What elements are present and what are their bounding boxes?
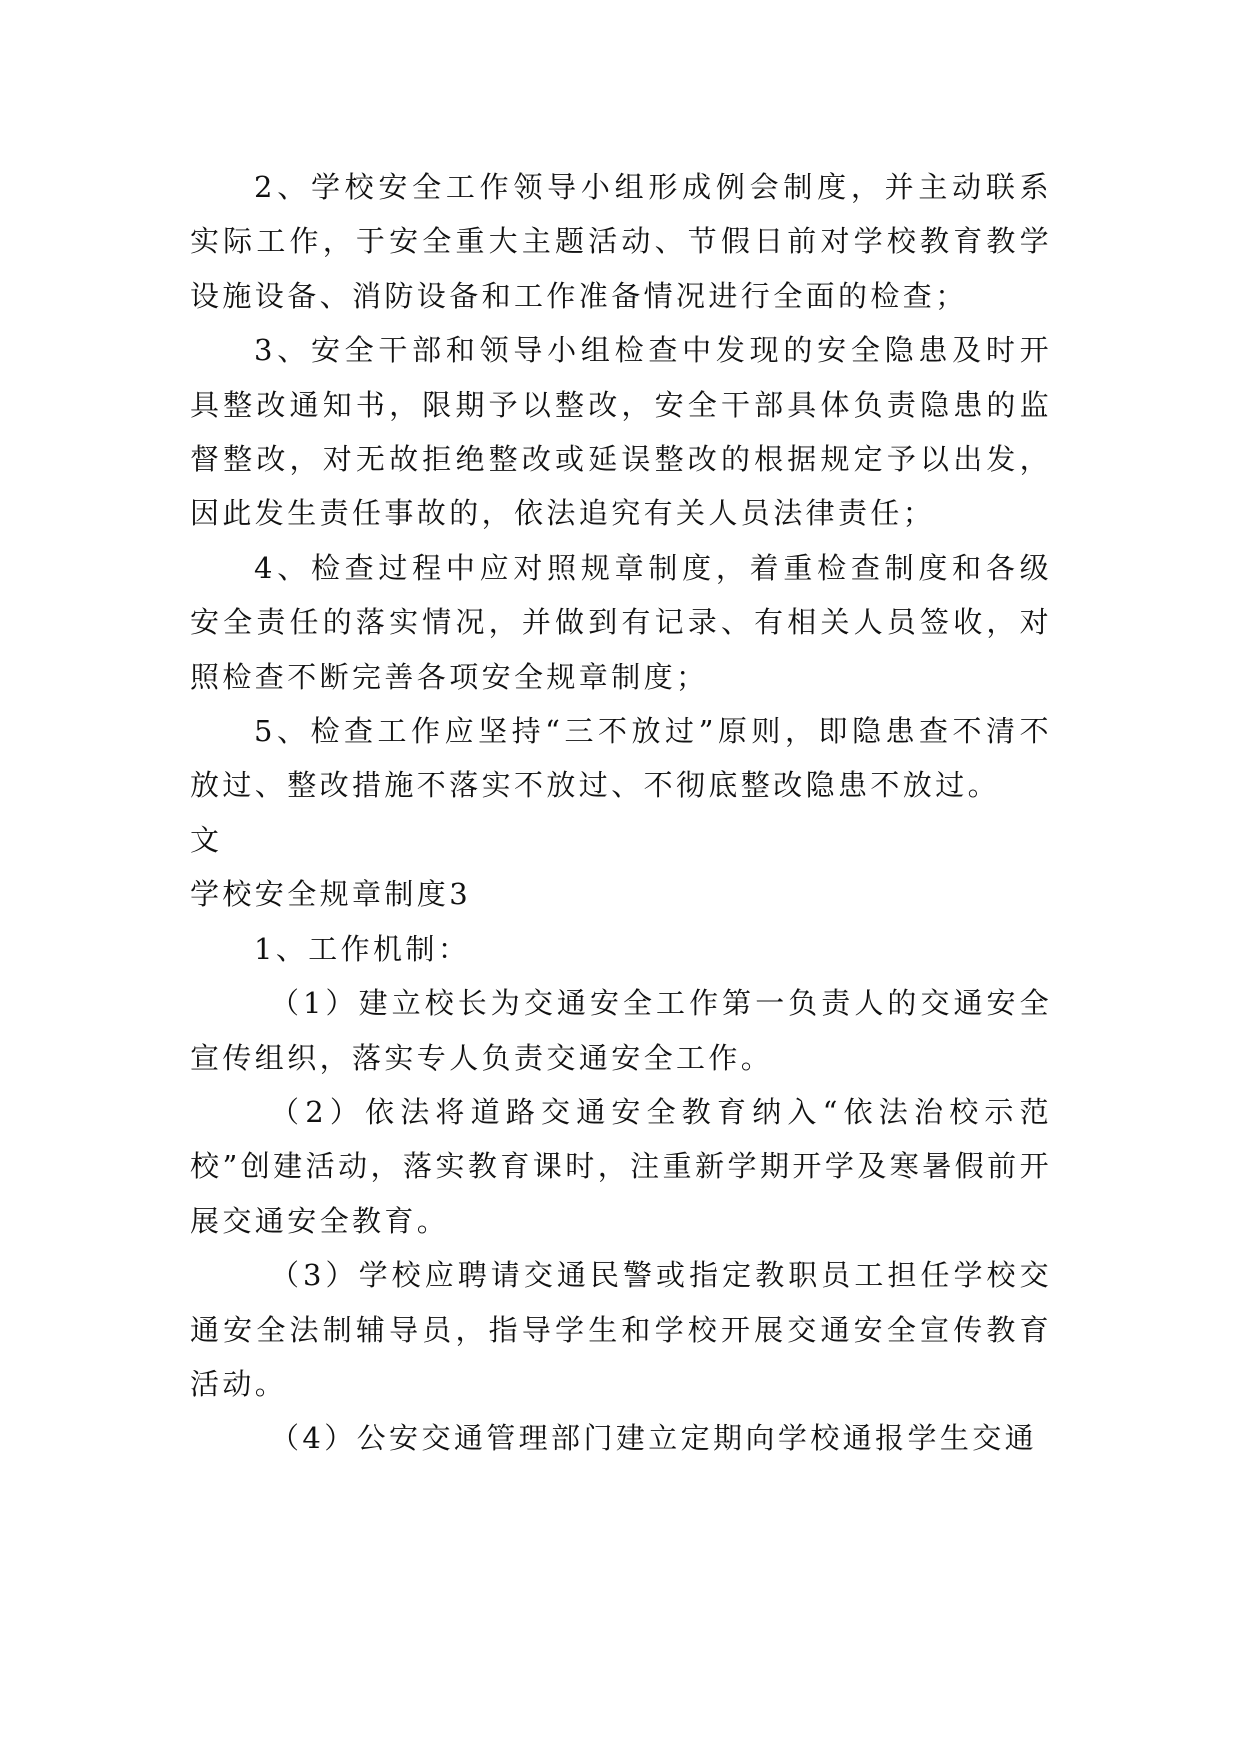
paragraph-item-3: 3、安全干部和领导小组检查中发现的安全隐患及时开具整改通知书，限期予以整改，安全干部具体负责隐患的监督整改，对无故拒绝整改或延误整改的根据规定予以出发，因此发生责任事故的，依法追究有关人员法律责任； bbox=[190, 333, 1052, 531]
paragraph-item-(3): （3）学校应聘请交通民警或指定教职员工担任学校交通安全法制辅导员，指导学生和学校开展交通安全宣传教育活动。 bbox=[190, 1258, 1052, 1401]
paragraph-item-4: 4、检查过程中应对照规章制度，着重检查制度和各级安全责任的落实情况，并做到有记录、有相关人员签收，对照检查不断完善各项安全规章制度； bbox=[190, 550, 1052, 694]
paragraph-item-(2): （2）依法将道路交通安全教育纳入“依法治校示范校”创建活动，落实教育课时，注重新学期开学及寒暑假前开展交通安全教育。 bbox=[190, 1094, 1052, 1238]
paragraph-item-(4): （4）公安交通管理部门建立定期向学校通报学生交通 bbox=[270, 1421, 1038, 1456]
stray-character: 文 bbox=[190, 822, 223, 857]
paragraph-item-2: 2、学校安全工作领导小组形成例会制度，并主动联系实际工作，于安全重大主题活动、节假日前对学校教育教学设施设备、消防设备和工作准备情况进行全面的检查； bbox=[190, 170, 1052, 313]
paragraph-item-(1): （1）建立校长为交通安全工作第一负责人的交通安全宣传组织，落实专人负责交通安全工作。 bbox=[190, 986, 1052, 1075]
paragraph-item-5: 5、检查工作应坚持“三不放过”原则，即隐患查不清不放过、整改措施不落实不放过、不彻底整改隐患不放过。 bbox=[190, 714, 1052, 803]
subsection-heading: 1、工作机制： bbox=[254, 931, 471, 966]
document-body bbox=[190, 160, 1052, 1466]
section-heading: 学校安全规章制度3 bbox=[190, 877, 472, 912]
